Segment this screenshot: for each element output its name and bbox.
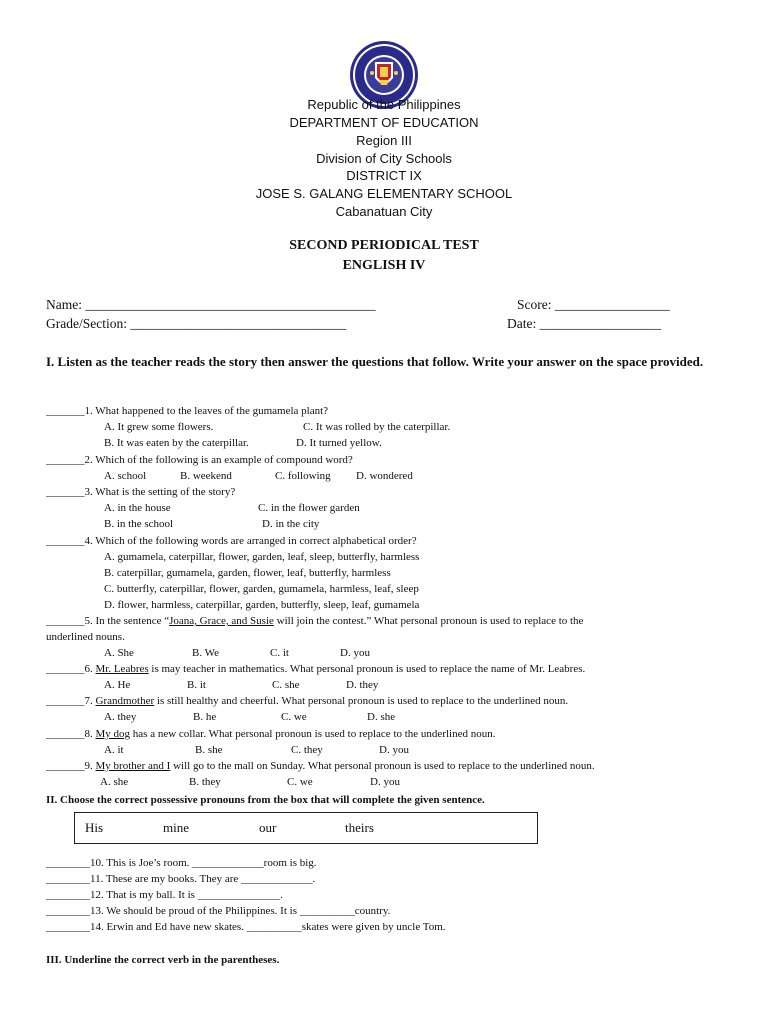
part2-instruction: II. Choose the correct possessive pronouns from the box that will complete the given sentence. xyxy=(46,794,485,806)
q7-option-c: C. we xyxy=(281,711,307,723)
q1-option-b: B. It was eaten by the caterpillar. xyxy=(104,437,249,449)
q1-option-d: D. It turned yellow. xyxy=(296,437,382,449)
question-10: ________10. This is Joe’s room. _____________room is big. xyxy=(46,857,317,869)
header-region: Region III xyxy=(356,133,412,148)
header-department: DEPARTMENT OF EDUCATION xyxy=(289,115,479,130)
q1-option-a: A. It grew some flowers. xyxy=(104,421,214,433)
question-8 xyxy=(46,728,495,740)
question-9 xyxy=(46,760,595,772)
q6-option-c: C. she xyxy=(272,679,300,691)
q8-option-c: C. they xyxy=(291,744,323,756)
q6-underlined-noun: Mr. Leabres xyxy=(95,663,149,675)
question-6 xyxy=(46,663,585,675)
part3-instruction: III. Underline the correct verb in the parentheses. xyxy=(46,954,280,966)
header-division: Division of City Schools xyxy=(316,151,452,166)
q7-option-a: A. they xyxy=(104,711,137,723)
q1-option-c: C. It was rolled by the caterpillar. xyxy=(303,421,451,433)
q6-option-d: D. they xyxy=(346,679,379,691)
box-word-theirs: theirs xyxy=(345,820,374,835)
q5-text-start: _______5. In the sentence “ xyxy=(46,615,170,627)
grade-section-field[interactable]: Grade/Section: ________________________________ xyxy=(46,316,347,331)
question-1: _______1. What happened to the leaves of the gumamela plant? xyxy=(46,405,329,417)
q9-underlined-nouns: My brother and I xyxy=(95,760,171,772)
q7-text-end: is still healthy and cheerful. What personal pronoun is used to replace to the underlined noun. xyxy=(154,695,569,707)
q5-option-c: C. it xyxy=(270,647,289,659)
q2-option-b: B. weekend xyxy=(180,470,232,482)
q4-option-b: B. caterpillar, gumamela, garden, flower, leaf, butterfly, harmless xyxy=(104,567,391,579)
header-republic: Republic of the Philippines xyxy=(307,97,461,112)
question-5 xyxy=(46,615,583,627)
header-city: Cabanatuan City xyxy=(335,204,433,219)
box-word-our: our xyxy=(259,820,277,835)
subject-title: ENGLISH IV xyxy=(342,258,426,273)
q3-option-d: D. in the city xyxy=(262,518,320,530)
pronoun-word-box xyxy=(74,812,538,844)
q9-option-c: C. we xyxy=(287,776,313,788)
question-14: ________14. Erwin and Ed have new skates. __________skates were given by uncle Tom. xyxy=(46,921,446,933)
question-12: ________12. That is my ball. It is _______________. xyxy=(46,889,283,901)
q8-underlined-noun: My dog xyxy=(95,728,131,740)
q8-option-b: B. she xyxy=(195,744,223,756)
q5-option-b: B. We xyxy=(192,647,220,659)
box-word-mine: mine xyxy=(163,820,189,835)
box-word-his: His xyxy=(85,820,104,835)
q6-option-b: B. it xyxy=(187,679,206,691)
score-field[interactable]: Score: _________________ xyxy=(517,297,670,312)
q9-option-b: B. they xyxy=(189,776,221,788)
q2-option-a: A. school xyxy=(104,470,147,482)
q7-option-b: B. he xyxy=(193,711,217,723)
q5-text-end: will join the contest.” What personal pronoun is used to replace to the xyxy=(273,615,584,627)
q2-option-d: D. wondered xyxy=(356,470,413,482)
q6-text-start: _______6. xyxy=(46,663,96,675)
header-school: JOSE S. GALANG ELEMENTARY SCHOOL xyxy=(255,186,513,201)
question-2: _______2. Which of the following is an example of compound word? xyxy=(46,454,353,466)
q6-option-a: A. He xyxy=(104,679,131,691)
q4-option-d: D. flower, harmless, caterpillar, garden, butterfly, sleep, leaf, gumamela xyxy=(104,599,420,611)
q8-option-a: A. it xyxy=(104,744,124,756)
q7-text-start: _______7. xyxy=(46,695,96,707)
q4-option-a: A. gumamela, caterpillar, flower, garden, leaf, sleep, butterfly, harmless xyxy=(104,551,420,563)
q9-option-d: D. you xyxy=(370,776,400,788)
q6-text-end: is may teacher in mathematics. What personal pronoun is used to replace the name of Mr. Leabres. xyxy=(148,663,586,675)
q9-text-start: _______9. xyxy=(46,760,96,772)
question-3: _______3. What is the setting of the story? xyxy=(46,486,236,498)
q8-option-d: D. you xyxy=(379,744,409,756)
name-field[interactable]: Name: ___________________________________________ xyxy=(46,297,376,312)
q3-option-c: C. in the flower garden xyxy=(258,502,360,514)
q5-option-a: A. She xyxy=(104,647,134,659)
header-district: DISTRICT IX xyxy=(346,168,422,183)
q9-text-end: will go to the mall on Sunday. What personal pronoun is used to replace to the underlined noun. xyxy=(170,760,595,772)
question-4: _______4. Which of the following words are arranged in correct alphabetical order? xyxy=(46,535,417,547)
date-field[interactable]: Date: __________________ xyxy=(507,316,662,331)
q5-underlined-nouns: Joana, Grace, and Susie xyxy=(169,615,274,627)
q2-option-c: C. following xyxy=(275,470,331,482)
q3-option-a: A. in the house xyxy=(104,502,171,514)
q3-option-b: B. in the school xyxy=(104,518,174,530)
q9-option-a: A. she xyxy=(100,776,129,788)
q8-text-start: _______8. xyxy=(46,728,96,740)
test-title: SECOND PERIODICAL TEST xyxy=(289,238,479,253)
part1-instruction: I. Listen as the teacher reads the story then answer the questions that follow. Write your answer on the space provided. xyxy=(46,354,704,369)
q7-option-d: D. she xyxy=(367,711,396,723)
question-7 xyxy=(46,695,568,707)
q7-underlined-noun: Grandmother xyxy=(95,695,155,707)
question-13: ________13. We should be proud of the Philippines. It is __________country. xyxy=(46,905,391,917)
q5-option-d: D. you xyxy=(340,647,370,659)
q4-option-c: C. butterfly, caterpillar, flower, garden, gumamela, harmless, leaf, sleep xyxy=(104,583,419,595)
q5-continuation: underlined nouns. xyxy=(46,631,125,643)
q8-text-end: has a new collar. What personal pronoun is used to replace to the underlined noun. xyxy=(130,728,496,740)
question-11: ________11. These are my books. They are _____________. xyxy=(46,873,316,885)
